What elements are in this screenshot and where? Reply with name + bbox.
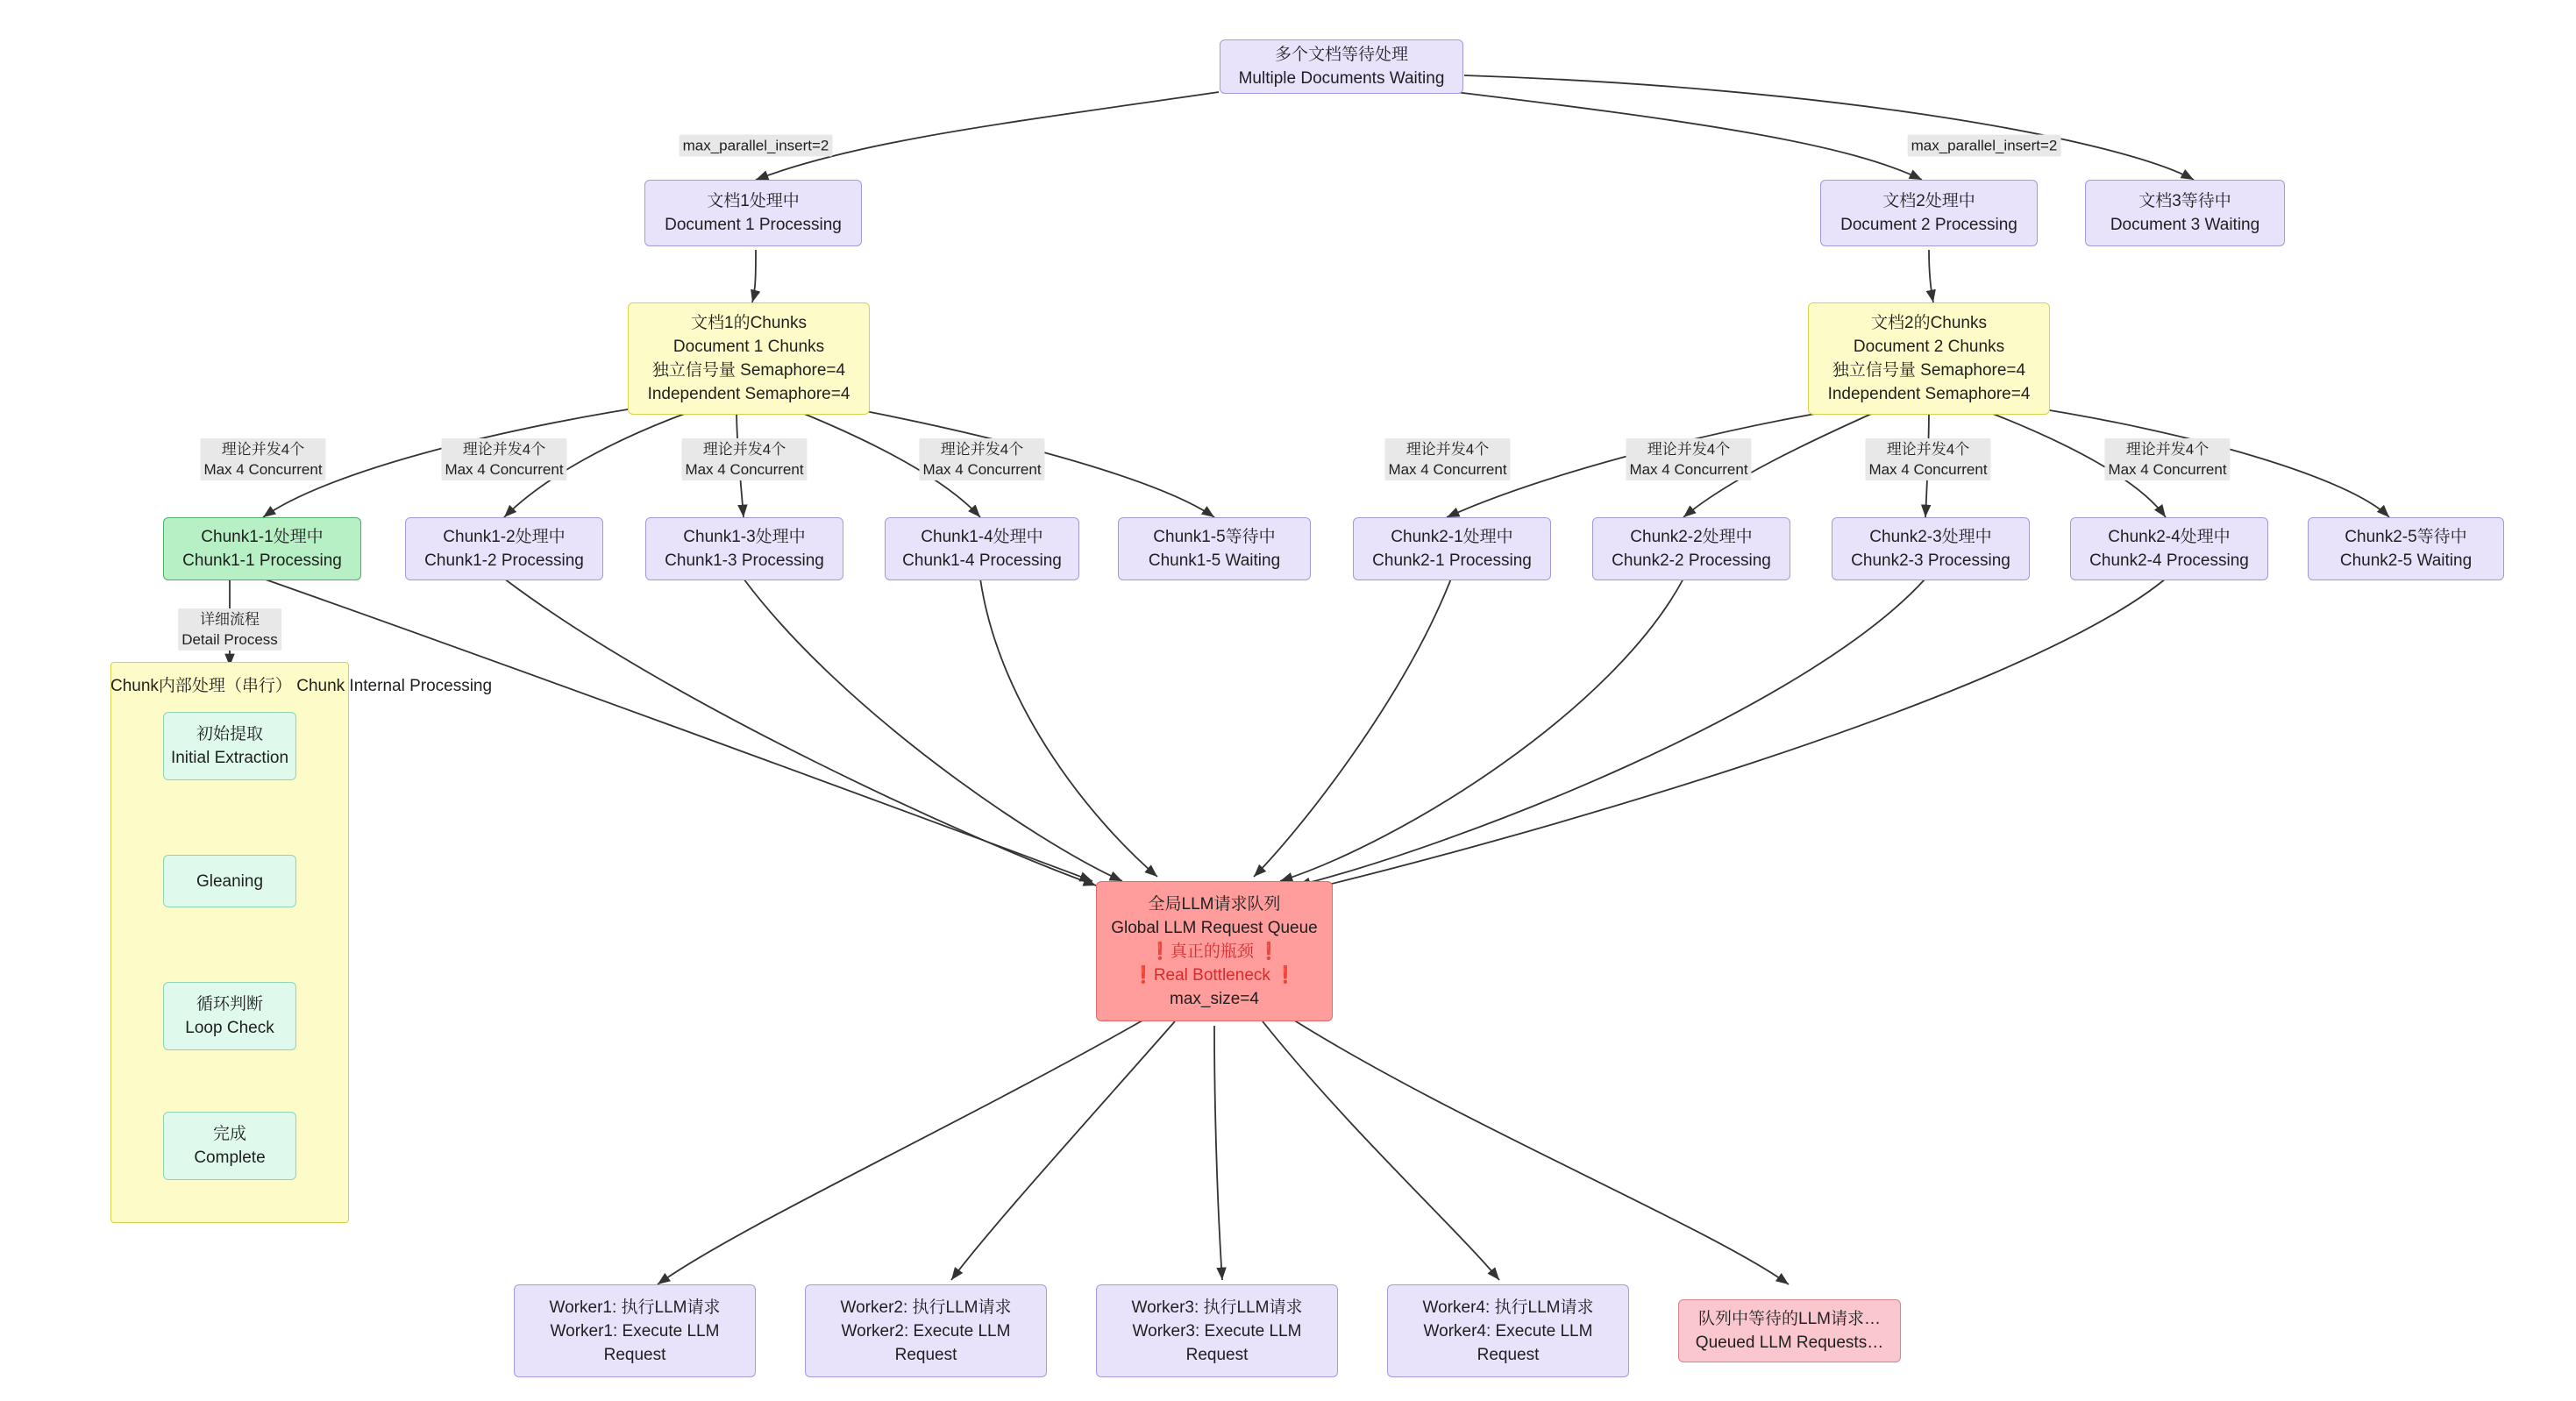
cluster-chunk-internal-label: Chunk内部处理（串行） Chunk Internal Processing <box>110 677 493 695</box>
edge-label-conc-2-4: 理论并发4个 Max 4 Concurrent <box>2104 438 2230 480</box>
node-loop-check[interactable]: 循环判断 Loop Check <box>163 982 296 1050</box>
node-worker1[interactable]: Worker1: 执行LLM请求 Worker1: Execute LLM Request <box>514 1284 756 1377</box>
node-queued-requests[interactable]: 队列中等待的LLM请求… Queued LLM Requests… <box>1678 1299 1901 1362</box>
edge-label-conc-1-3: 理论并发4个 Max 4 Concurrent <box>681 438 807 480</box>
node-chunk2-2[interactable]: Chunk2-2处理中 Chunk2-2 Processing <box>1592 517 1790 580</box>
node-worker4[interactable]: Worker4: 执行LLM请求 Worker4: Execute LLM Request <box>1387 1284 1629 1377</box>
edge-label-parallel-insert-left: max_parallel_insert=2 <box>680 135 833 157</box>
edge-label-conc-1-1: 理论并发4个 Max 4 Concurrent <box>200 438 325 480</box>
node-chunk1-3[interactable]: Chunk1-3处理中 Chunk1-3 Processing <box>645 517 843 580</box>
node-chunk1-4[interactable]: Chunk1-4处理中 Chunk1-4 Processing <box>885 517 1079 580</box>
node-worker3[interactable]: Worker3: 执行LLM请求 Worker3: Execute LLM Request <box>1096 1284 1338 1377</box>
node-worker2[interactable]: Worker2: 执行LLM请求 Worker2: Execute LLM Request <box>805 1284 1047 1377</box>
edge-label-conc-1-4: 理论并发4个 Max 4 Concurrent <box>919 438 1044 480</box>
node-doc2-chunks[interactable]: 文档2的Chunks Document 2 Chunks 独立信号量 Semaphore=4 Independent Semaphore=4 <box>1808 302 2050 415</box>
edge-label-parallel-insert-right: max_parallel_insert=2 <box>1908 135 2061 157</box>
node-chunk1-1[interactable]: Chunk1-1处理中 Chunk1-1 Processing <box>163 517 361 580</box>
node-chunk1-2[interactable]: Chunk1-2处理中 Chunk1-2 Processing <box>405 517 603 580</box>
node-initial-extraction[interactable]: 初始提取 Initial Extraction <box>163 712 296 780</box>
node-doc3[interactable]: 文档3等待中 Document 3 Waiting <box>2085 180 2285 246</box>
node-chunk2-5[interactable]: Chunk2-5等待中 Chunk2-5 Waiting <box>2308 517 2504 580</box>
node-global-llm-queue[interactable]: 全局LLM请求队列 Global LLM Request Queue ❗真正的瓶颈 ❗ ❗Real Bottleneck ❗ max_size=4 <box>1096 881 1333 1021</box>
node-chunk1-5[interactable]: Chunk1-5等待中 Chunk1-5 Waiting <box>1118 517 1311 580</box>
node-doc1[interactable]: 文档1处理中 Document 1 Processing <box>644 180 862 246</box>
edge-label-conc-2-2: 理论并发4个 Max 4 Concurrent <box>1626 438 1751 480</box>
node-chunk2-3[interactable]: Chunk2-3处理中 Chunk2-3 Processing <box>1832 517 2030 580</box>
node-doc1-chunks[interactable]: 文档1的Chunks Document 1 Chunks 独立信号量 Semaphore=4 Independent Semaphore=4 <box>628 302 870 415</box>
node-multi-docs[interactable]: 多个文档等待处理 Multiple Documents Waiting <box>1220 39 1463 94</box>
edge-label-detail-process: 详细流程 Detail Process <box>178 608 281 651</box>
edge-label-conc-2-3: 理论并发4个 Max 4 Concurrent <box>1865 438 1990 480</box>
edge-label-conc-1-2: 理论并发4个 Max 4 Concurrent <box>441 438 566 480</box>
node-chunk2-1[interactable]: Chunk2-1处理中 Chunk2-1 Processing <box>1353 517 1551 580</box>
node-chunk2-4[interactable]: Chunk2-4处理中 Chunk2-4 Processing <box>2070 517 2268 580</box>
node-doc2[interactable]: 文档2处理中 Document 2 Processing <box>1820 180 2038 246</box>
node-complete[interactable]: 完成 Complete <box>163 1112 296 1180</box>
node-gleaning[interactable]: Gleaning <box>163 855 296 907</box>
edge-label-conc-2-1: 理论并发4个 Max 4 Concurrent <box>1384 438 1510 480</box>
